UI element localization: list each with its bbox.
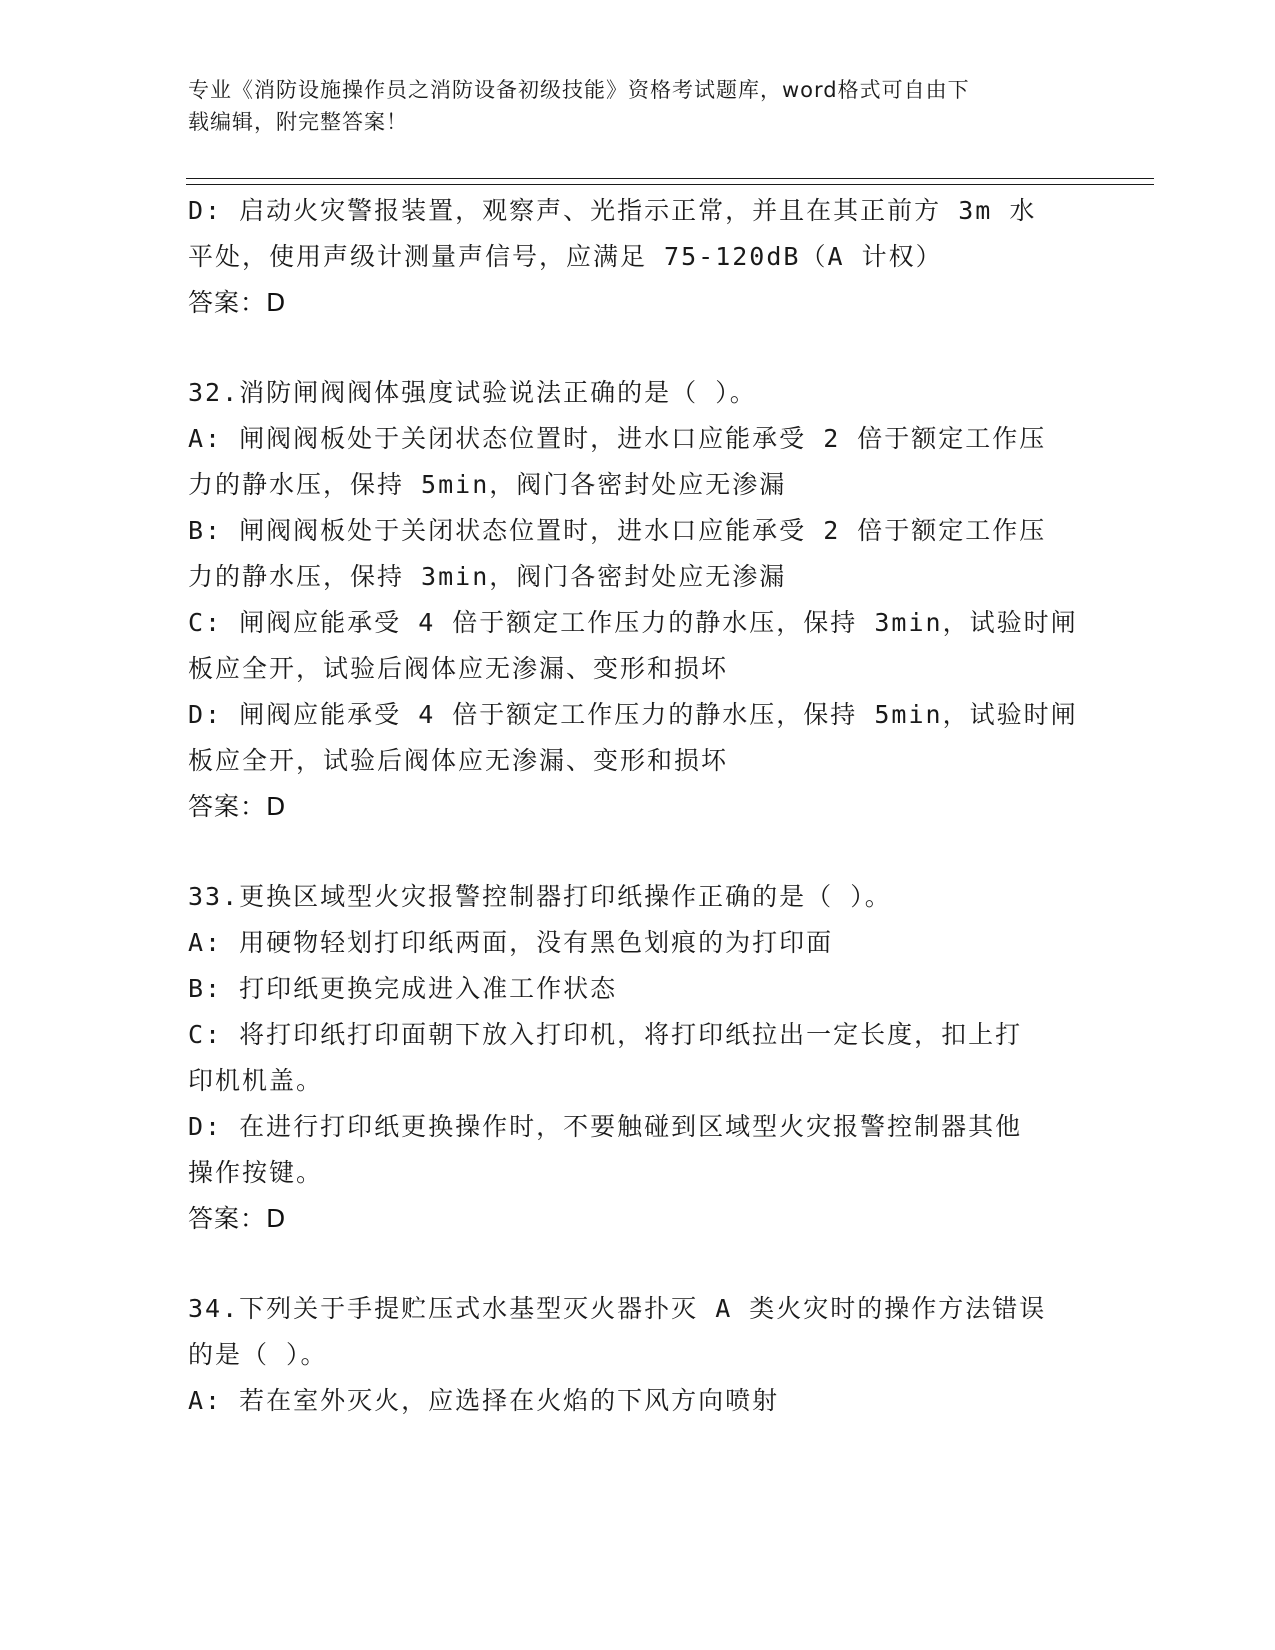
spacer — [188, 326, 1088, 370]
option-a-line-1: A: 闸阀阀板处于关闭状态位置时，进水口应能承受 2 倍于额定工作压 — [188, 424, 1047, 453]
spacer — [188, 1242, 1088, 1286]
option-c-line-1: C: 将打印纸打印面朝下放入打印机，将打印纸拉出一定长度，扣上打 — [188, 1020, 1023, 1049]
answer: 答案：D — [188, 288, 287, 317]
answer: 答案：D — [188, 792, 287, 821]
question-34 — [188, 1286, 1088, 1424]
document-header — [188, 74, 1088, 138]
option-a-line-2: 力的静水压，保持 5min，阀门各密封处应无渗漏 — [188, 470, 787, 499]
question-33 — [188, 874, 1088, 1242]
option-c-line-2: 印机机盖。 — [188, 1066, 324, 1095]
option-b-line-1: B: 闸阀阀板处于关闭状态位置时，进水口应能承受 2 倍于额定工作压 — [188, 516, 1047, 545]
option-d-line-2: 板应全开，试验后阀体应无渗漏、变形和损坏 — [188, 746, 729, 775]
header-line-2: 载编辑，附完整答案！ — [188, 110, 408, 134]
answer: 答案：D — [188, 1204, 287, 1233]
option-d-line-2: 操作按键。 — [188, 1158, 324, 1187]
option-a-line-1: A: 若在室外灭火，应选择在火焰的下风方向喷射 — [188, 1386, 780, 1415]
option-b-line-2: 力的静水压，保持 3min，阀门各密封处应无渗漏 — [188, 562, 787, 591]
question-31-tail — [188, 188, 1088, 326]
document-body — [188, 188, 1088, 1424]
question-text: 33.更换区域型火灾报警控制器打印纸操作正确的是（ ）。 — [188, 882, 892, 911]
option-d-line-2: 平处，使用声级计测量声信号，应满足 75-120dB（A 计权） — [188, 242, 943, 271]
option-c-line-2: 板应全开，试验后阀体应无渗漏、变形和损坏 — [188, 654, 729, 683]
option-a-line-1: A: 用硬物轻划打印纸两面，没有黑色划痕的为打印面 — [188, 928, 834, 957]
header-line-1: 专业《消防设施操作员之消防设备初级技能》资格考试题库，word格式可自由下 — [188, 78, 970, 102]
option-c-line-1: C: 闸阀应能承受 4 倍于额定工作压力的静水压，保持 3min，试验时闸 — [188, 608, 1078, 637]
question-text: 32.消防闸阀阀体强度试验说法正确的是（ ）。 — [188, 378, 757, 407]
option-b-line-1: B: 打印纸更换完成进入准工作状态 — [188, 974, 618, 1003]
option-d-line-1: D: 启动火灾警报装置，观察声、光指示正常，并且在其正前方 3m 水 — [188, 196, 1037, 225]
header-divider — [186, 178, 1154, 185]
spacer — [188, 830, 1088, 874]
option-d-line-1: D: 在进行打印纸更换操作时，不要触碰到区域型火灾报警控制器其他 — [188, 1112, 1023, 1141]
option-d-line-1: D: 闸阀应能承受 4 倍于额定工作压力的静水压，保持 5min，试验时闸 — [188, 700, 1078, 729]
question-32 — [188, 370, 1088, 830]
question-text-line-2: 的是（ ）。 — [188, 1340, 328, 1369]
question-text-line-1: 34.下列关于手提贮压式水基型灭火器扑灭 A 类火灾时的操作方法错误 — [188, 1294, 1047, 1323]
